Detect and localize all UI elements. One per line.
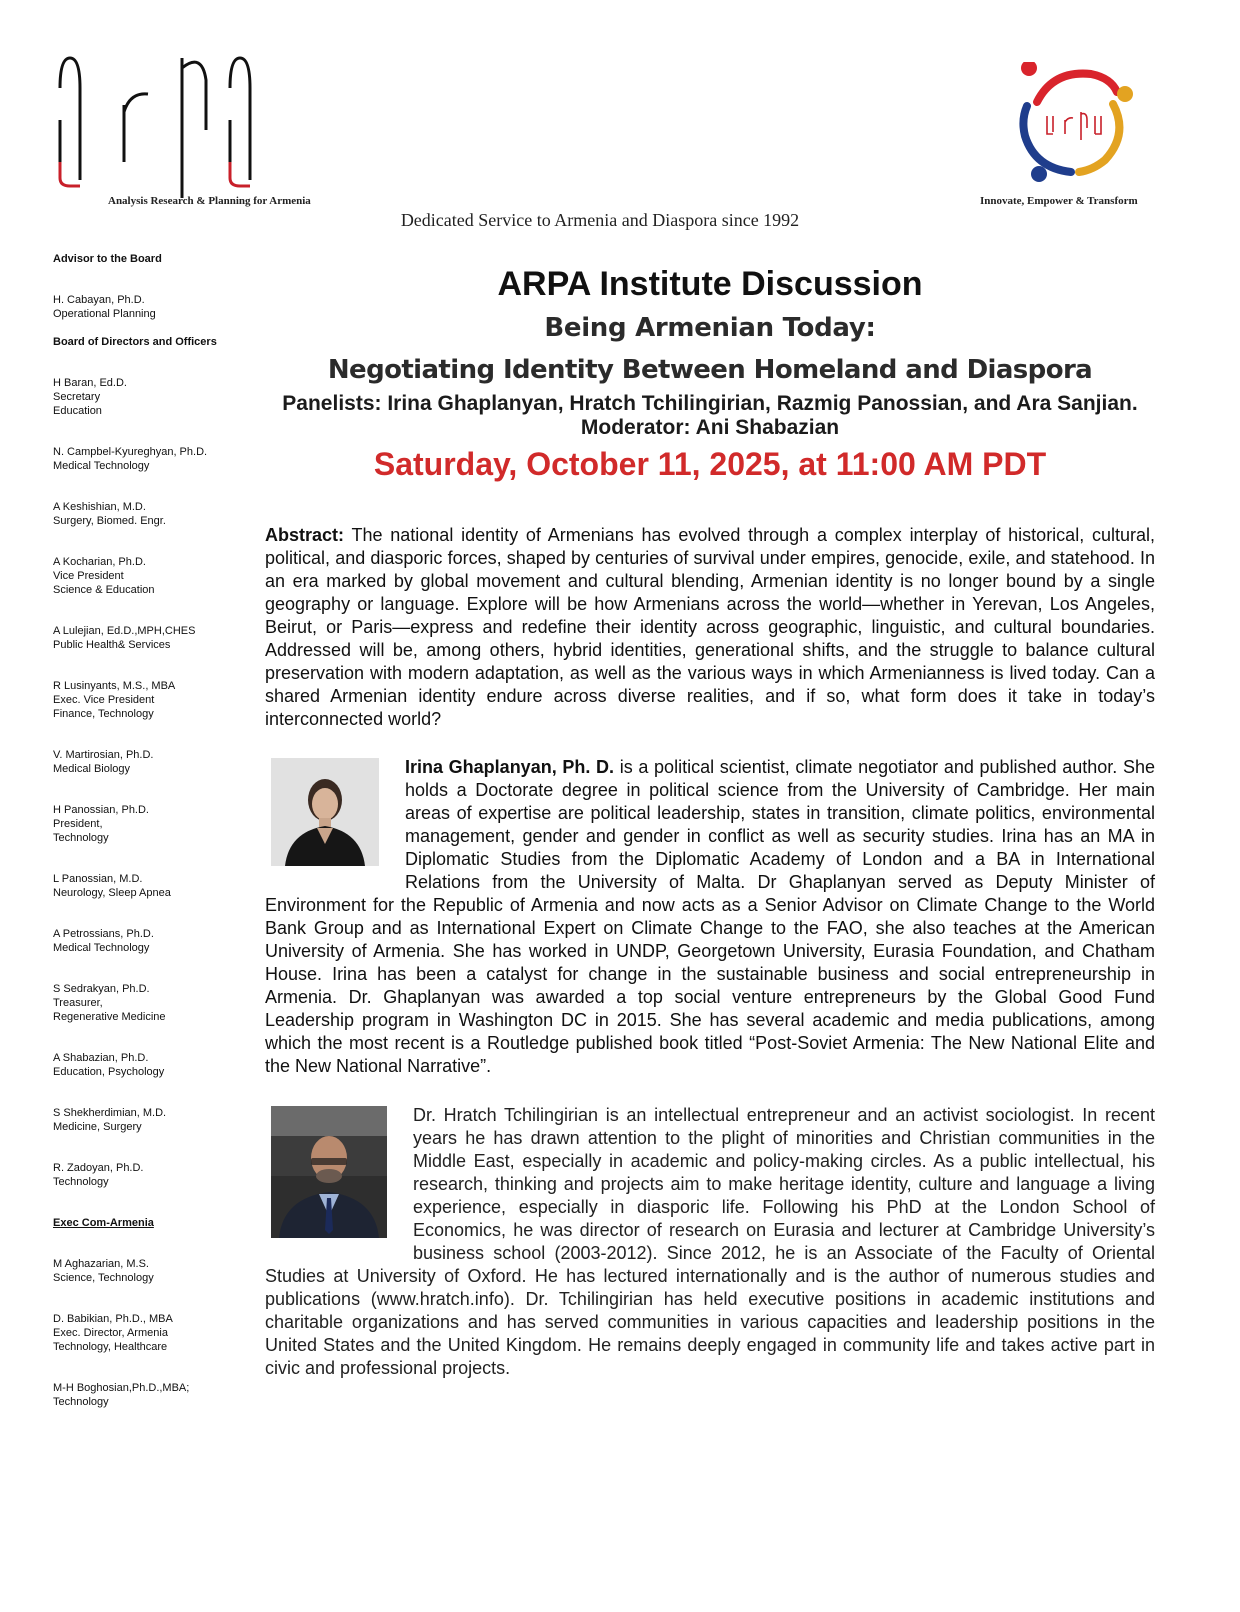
sidebar-entry: D. Babikian, Ph.D., MBA Exec. Director, Armenia Technology, Healthcare (53, 1313, 173, 1353)
sidebar-entry: S Shekherdimian, M.D. Medicine, Surgery (53, 1107, 167, 1133)
portrait-hratch-tchilingirian (271, 1106, 387, 1238)
abstract-label: Abstract: (265, 525, 345, 545)
sidebar-entry: A Keshishian, M.D. Surgery, Biomed. Engr. (53, 501, 166, 527)
sidebar-entry: R. Zadoyan, Ph.D. Technology (53, 1162, 144, 1188)
portrait-irina-ghaplanyan (271, 758, 379, 866)
bio-text-hratch: Dr. Hratch Tchilingirian is an intellectual entrepreneur and an activist sociologist. In recent years he has drawn attention to the plight of minorities and Christian communities in the Middle East, especially in academic and policy-making circles. As a public intellectual, his research, thinking and projects aim to make heritage identity, culture and language a living experience, especially in diasporic life. Following his PhD at the London School of Economics, he was director of research on Eurasia and lecturer at Cambridge University’s business school (2003-2012). Since 2012, he is an Associate of the Faculty of Oriental Studies at University of Oxford. He has lectured internationally and is the author of numerous studies and publications (www.hratch.info). Dr. Tchilingirian has held executive positions in academic institutions and charitable organizations and has served communities in various capacities and leadership positions in the United States and the United Kingdom. He remains deeply engaged in community life and takes active part in civic and professional projects. (265, 1105, 1155, 1378)
sidebar-entry: S Sedrakyan, Ph.D. Treasurer, Regenerative Medicine (53, 983, 166, 1023)
dedication-line: Dedicated Service to Armenia and Diaspora since 1992 (400, 210, 800, 230)
main-content (265, 262, 1155, 1380)
bio-name-irina: Irina Ghaplanyan, Ph. D. (405, 757, 615, 777)
exec-heading: Exec Com-Armenia (53, 1217, 154, 1229)
sidebar-entry: A Lulejian, Ed.D.,MPH,CHES Public Health& Services (53, 625, 196, 651)
event-institute-title: ARPA Institute Discussion (497, 265, 923, 303)
board-heading: Board of Directors and Officers (53, 336, 217, 348)
bio-irina-ghaplanyan (265, 756, 1155, 1078)
sidebar-entry: H Panossian, Ph.D. President, Technology (53, 804, 149, 844)
tagline-left: Analysis Research & Planning for Armenia (108, 195, 311, 207)
event-title-line2: Negotiating Identity Between Homeland and Diaspora (327, 355, 1093, 385)
sidebar-entry: M Aghazarian, M.S. Science, Technology (53, 1258, 154, 1284)
sidebar-entry: H Baran, Ed.D. Secretary Education (53, 377, 127, 417)
sidebar-entry: N. Campbel-Kyureghyan, Ph.D. Medical Technology (53, 446, 208, 472)
sidebar-entry: A Shabazian, Ph.D. Education, Psychology (53, 1052, 165, 1078)
tagline-right: Innovate, Empower & Transform (980, 195, 1138, 207)
bio-hratch-tchilingirian (265, 1104, 1155, 1380)
event-panelists: Panelists: Irina Ghaplanyan, Hratch Tchilingirian, Razmig Panossian, and Ara Sanjian. Moderator: Ani Shabazian (282, 392, 1138, 439)
arpa-logo-left (52, 50, 262, 200)
sidebar-entry: H. Cabayan, Ph.D. Operational Planning (53, 294, 156, 320)
abstract-paragraph (265, 524, 1155, 731)
sidebar-entry: V. Martirosian, Ph.D. Medical Biology (53, 749, 154, 775)
sidebar-entry: A Petrossians, Ph.D. Medical Technology (53, 928, 154, 954)
arpa-logo-right (1013, 62, 1133, 182)
board-sidebar (53, 252, 253, 1409)
event-title-line1: Being Armenian Today: (544, 313, 876, 343)
abstract-text: The national identity of Armenians has evolved through a complex interplay of historical, cultural, political, and diasporic forces, shaped by centuries of survival under empires, genocide, exile, and statehood. In an era marked by global movement and cultural blending, Armenian identity is no longer bound by a single geography or language. Explore will be how Armenians across the world—whether in Yerevan, Los Angeles, Beirut, or Paris—express and redefine their identity across geographic, linguistic, and cultural boundaries. Addressed will be, among others, hybrid identities, generational shifts, and the struggle to balance cultural preservation with modern adaptation, as well as the various ways in which Armenianness is lived today. Can a shared Armenian identity endure across diverse realities, and if so, what form does it take in today’s interconnected world? (265, 525, 1155, 729)
advisor-heading: Advisor to the Board (53, 253, 162, 265)
sidebar-entry: R Lusinyants, M.S., MBA Exec. Vice President Finance, Technology (53, 680, 176, 720)
sidebar-entry: M-H Boghosian,Ph.D.,MBA; Technology (53, 1382, 190, 1408)
sidebar-entry: A Kocharian, Ph.D. Vice President Science & Education (53, 556, 155, 596)
bio-text-irina: is a political scientist, climate negotiator and published author. She holds a Doctorate degree in political science from the University of Cambridge. Her main areas of expertise are political leadership, states in transition, climate politics, environmental management, gender and gender in conflict as well as security studies. Irina has an MA in Diplomatic Studies from the Diplomatic Academy of London and a BA in International Relations from the University of Malta. Dr Ghaplanyan served as Deputy Minister of Environment for the Republic of Armenia and now acts as a Senior Advisor on Climate Change to the World Bank Group and as International Expert on Climate Change to the FAO, she also teaches at the American University of Armenia. She has worked in UNDP, Georgetown University, Eurasia Foundation, and Chatham House. Irina has been a catalyst for change in the sustainable business and social entrepreneurship in Armenia. Dr. Ghaplanyan was awarded a top social venture entrepreneurs by the Global Good Fund Leadership program in Washington DC in 2015. She has several academic and media publications, among which the most recent is a Routledge published book titled “Post-Soviet Armenia: The New National Elite and the New National Narrative”. (265, 757, 1155, 1076)
sidebar-entry: L Panossian, M.D. Neurology, Sleep Apnea (53, 873, 171, 899)
event-datetime: Saturday, October 11, 2025, at 11:00 AM PDT (373, 446, 1047, 482)
